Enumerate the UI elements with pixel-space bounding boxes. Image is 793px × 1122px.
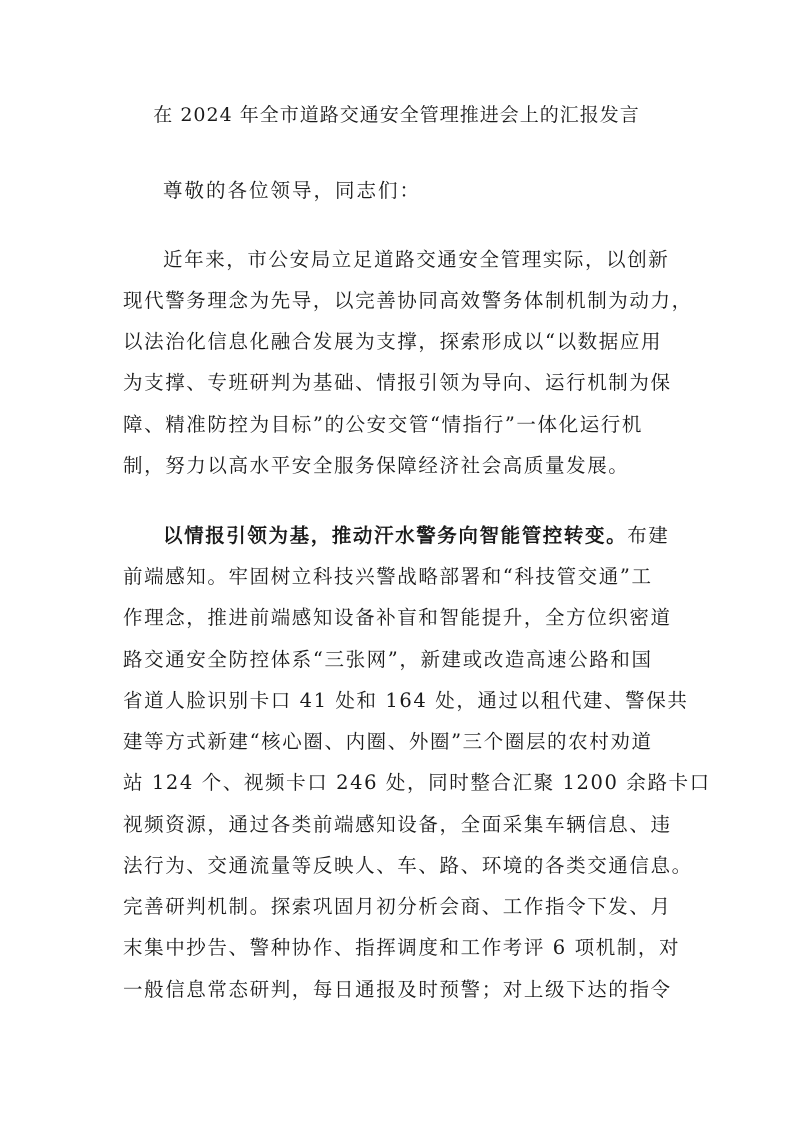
paragraph-2-line: 前端感知。牢固树立科技兴警战略部署和“科技管交通”工 bbox=[123, 565, 653, 588]
paragraph-1-line: 现代警务理念为先导，以完善协同高效警务体制机制为动力， bbox=[123, 289, 693, 312]
paragraph-1-line: 障、精准防控为目标”的公安交管“情指行”一体化运行机 bbox=[123, 413, 644, 436]
paragraph-2-line: 站 124 个、视频卡口 246 处，同时整合汇聚 1200 余路卡口 bbox=[123, 771, 711, 794]
paragraph-2-line: 建等方式新建“核心圈、内圈、外圈”三个圈层的农村劝道 bbox=[123, 730, 653, 753]
paragraph-1-line: 近年来，市公安局立足道路交通安全管理实际，以创新 bbox=[163, 248, 670, 271]
paragraph-2-heading: 以情报引领为基，推动汗水警务向智能管控转变。 bbox=[163, 524, 628, 547]
paragraph-2-line: 末集中抄告、警种协作、指挥调度和工作考评 6 项机制，对 bbox=[123, 936, 681, 959]
paragraph-2-line: 作理念，推进前端感知设备补盲和智能提升，全方位织密道 bbox=[123, 606, 672, 629]
paragraph-1-line: 以法治化信息化融合发展为支撑，探索形成以“以数据应用 bbox=[123, 330, 663, 353]
paragraph-1-line: 制，努力以高水平安全服务保障经济社会高质量发展。 bbox=[123, 454, 630, 477]
paragraph-2-line: 法行为、交通流量等反映人、车、路、环境的各类交通信息。 bbox=[123, 854, 693, 877]
paragraph-2-line: 一般信息常态研判，每日通报及时预警；对上级下达的指令 bbox=[123, 978, 672, 1001]
greeting: 尊敬的各位领导，同志们： bbox=[163, 179, 422, 202]
paragraph-1-line: 为支撑、专班研判为基础、情报引领为导向、运行机制为保 bbox=[123, 371, 672, 394]
paragraph-2-line: 视频资源，通过各类前端感知设备，全面采集车辆信息、违 bbox=[123, 813, 672, 836]
paragraph-2-line: 完善研判机制。探索巩固月初分析会商、工作指令下发、月 bbox=[123, 895, 672, 918]
paragraph-2-line: 路交通安全防控体系“三张网”，新建或改造高速公路和国 bbox=[123, 648, 653, 671]
paragraph-2-lead: 布建 bbox=[627, 524, 670, 547]
paragraph-2-first-line bbox=[163, 521, 669, 551]
document-title: 在 2024 年全市道路交通安全管理推进会上的汇报发言 bbox=[153, 104, 640, 126]
paragraph-2-line: 省道人脸识别卡口 41 处和 164 处，通过以租代建、警保共 bbox=[123, 689, 689, 712]
